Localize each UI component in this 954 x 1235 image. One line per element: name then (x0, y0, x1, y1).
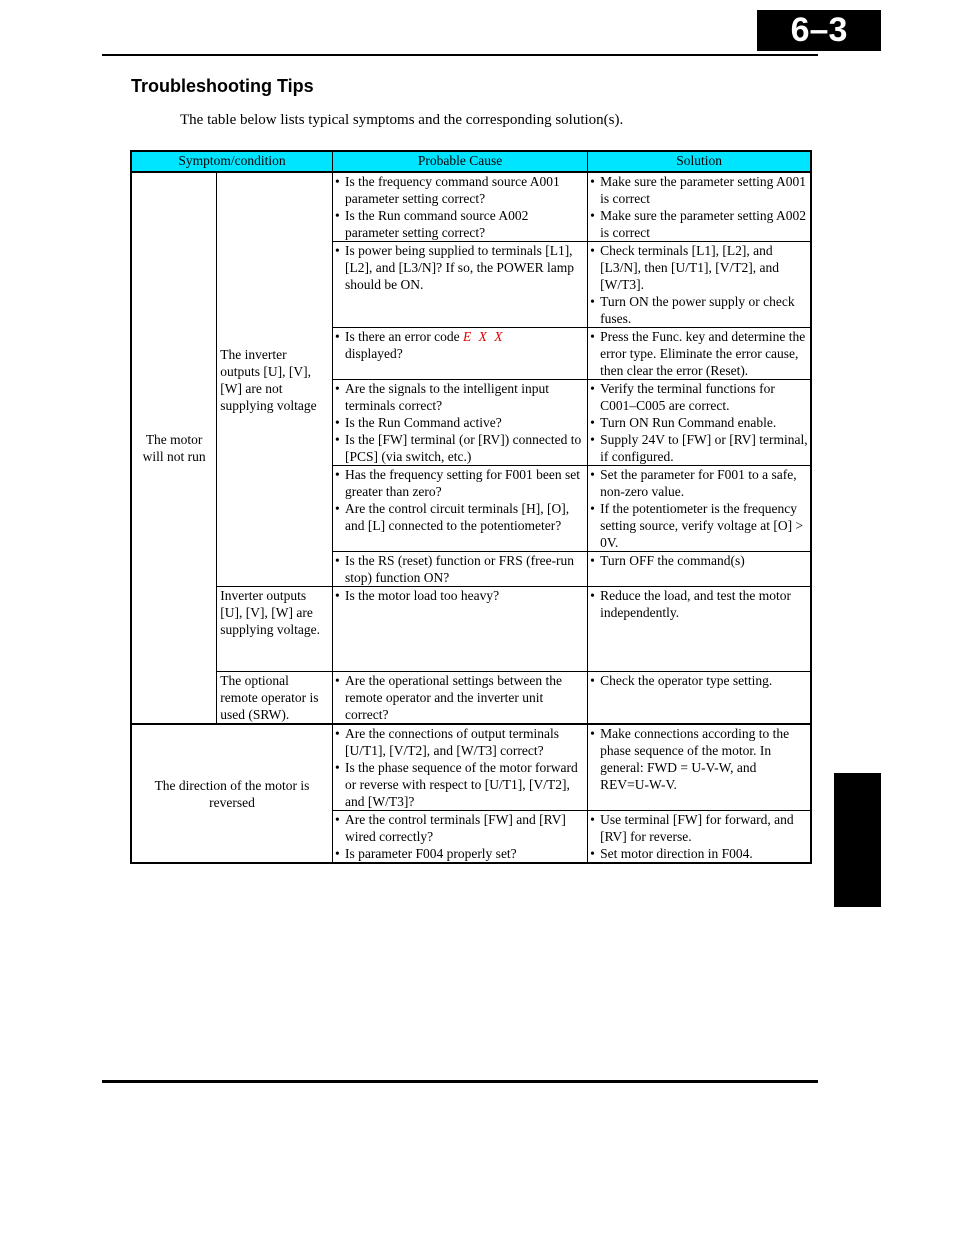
solution-cell (588, 242, 811, 328)
cause-cell (332, 242, 587, 328)
solution-item: • Turn ON Run Command enable. (588, 414, 808, 431)
cause-item: • Is the [FW] terminal (or [RV]) connected to [PCS] (via switch, etc.) (333, 431, 585, 465)
solution-item: • Make connections according to the phase sequence of the motor. In general: FWD = U-V-W, and REV=U-W-V. (588, 725, 808, 793)
cause-item: • Are the connections of output terminals [U/T1], [V/T2], and [W/T3] correct? (333, 725, 585, 759)
footer-rule (102, 1080, 818, 1083)
solution-cell (588, 466, 811, 552)
cause-cell (332, 552, 587, 587)
solution-item: • Set the parameter for F001 to a safe, non-zero value. (588, 466, 808, 500)
page-number: 6–3 (757, 10, 881, 51)
cause-item: • Are the operational settings between the remote operator and the inverter unit correct? (333, 672, 585, 723)
cause-cell (332, 172, 587, 242)
subcondition-voltage-present: Inverter outputs [U], [V], [W] are supplying voltage. (217, 587, 333, 672)
solution-cell (588, 811, 811, 864)
solution-cell (588, 672, 811, 725)
cause-item: • Are the control terminals [FW] and [RV] wired correctly? (333, 811, 585, 845)
cause-cell (332, 466, 587, 552)
cause-item: • Are the signals to the intelligent input terminals correct? (333, 380, 585, 414)
solution-item: • Turn ON the power supply or check fuses. (588, 293, 808, 327)
solution-cell (588, 552, 811, 587)
cause-item: • Has the frequency setting for F001 been set greater than zero? (333, 466, 585, 500)
solution-item: • Make sure the parameter setting A002 is correct (588, 207, 808, 241)
table-header-row (131, 151, 811, 172)
solution-item: • Make sure the parameter setting A001 is correct (588, 173, 808, 207)
cause-item: • Is power being supplied to terminals [L1], [L2], and [L3/N]? If so, the POWER lamp should be ON. (333, 242, 585, 293)
cause-item: • Is parameter F004 properly set? (333, 845, 585, 862)
cause-item: • Is the motor load too heavy? (333, 587, 585, 604)
header-cause: Probable Cause (332, 151, 587, 172)
cause-item (333, 328, 585, 362)
cause-cell (332, 328, 587, 380)
header-rule (102, 54, 818, 56)
table-row (131, 587, 811, 672)
solution-cell (588, 724, 811, 811)
cause-cell (332, 672, 587, 725)
cause-cell (332, 724, 587, 811)
solution-item: • Press the Func. key and determine the error type. Eliminate the error cause, then clear the error (Reset). (588, 328, 808, 379)
cause-item: • Is the RS (reset) function or FRS (free-run stop) function ON? (333, 552, 585, 586)
subcondition-remote-operator: The optional remote operator is used (SRW). (217, 672, 333, 725)
solution-item: • Use terminal [FW] for forward, and [RV] for reverse. (588, 811, 808, 845)
table-row (131, 724, 811, 811)
cause-item: • Is the phase sequence of the motor forward or reverse with respect to [U/T1], [V/T2], and [W/T3]? (333, 759, 585, 810)
solution-item: • Check terminals [L1], [L2], and [L3/N], then [U/T1], [V/T2], and [W/T3]. (588, 242, 808, 293)
symptom-motor-not-run: The motor will not run (131, 172, 217, 724)
chapter-side-tab (834, 773, 881, 907)
cause-item: • Is the frequency command source A001 parameter setting correct? (333, 173, 585, 207)
symptom-direction-reversed: The direction of the motor is reversed (131, 724, 332, 863)
table-row (131, 672, 811, 725)
solution-cell (588, 172, 811, 242)
error-code: E X X (463, 329, 505, 344)
intro-text: The table below lists typical symptoms and the corresponding solution(s). (180, 112, 624, 128)
cause-cell (332, 811, 587, 864)
solution-cell (588, 380, 811, 466)
subcondition-no-voltage: The inverter outputs [U], [V], [W] are not supplying voltage (217, 172, 333, 587)
cause-item: • Is the Run command source A002 parameter setting correct? (333, 207, 585, 241)
cause-prefix: Is there an error code (344, 329, 460, 344)
solution-item: • Set motor direction in F004. (588, 845, 808, 862)
solution-cell (588, 328, 811, 380)
table-row (131, 172, 811, 242)
troubleshooting-table (130, 150, 812, 864)
cause-cell (332, 380, 587, 466)
header-solution: Solution (588, 151, 811, 172)
section-title: Troubleshooting Tips (131, 76, 314, 96)
solution-item: • Reduce the load, and test the motor independently. (588, 587, 808, 621)
cause-item: • Is the Run Command active? (333, 414, 585, 431)
solution-cell (588, 587, 811, 672)
cause-item: • Are the control circuit terminals [H], [O], and [L] connected to the potentiometer? (333, 500, 585, 534)
solution-item: • Verify the terminal functions for C001–C005 are correct. (588, 380, 808, 414)
solution-item: • Supply 24V to [FW] or [RV] terminal, if configured. (588, 431, 808, 465)
solution-item: • Turn OFF the command(s) (588, 552, 808, 569)
cause-suffix: displayed? (344, 346, 403, 361)
solution-item: • If the potentiometer is the frequency setting source, verify voltage at [O] > 0V. (588, 500, 808, 551)
solution-item: • Check the operator type setting. (588, 672, 808, 689)
header-symptom: Symptom/condition (131, 151, 332, 172)
cause-cell (332, 587, 587, 672)
